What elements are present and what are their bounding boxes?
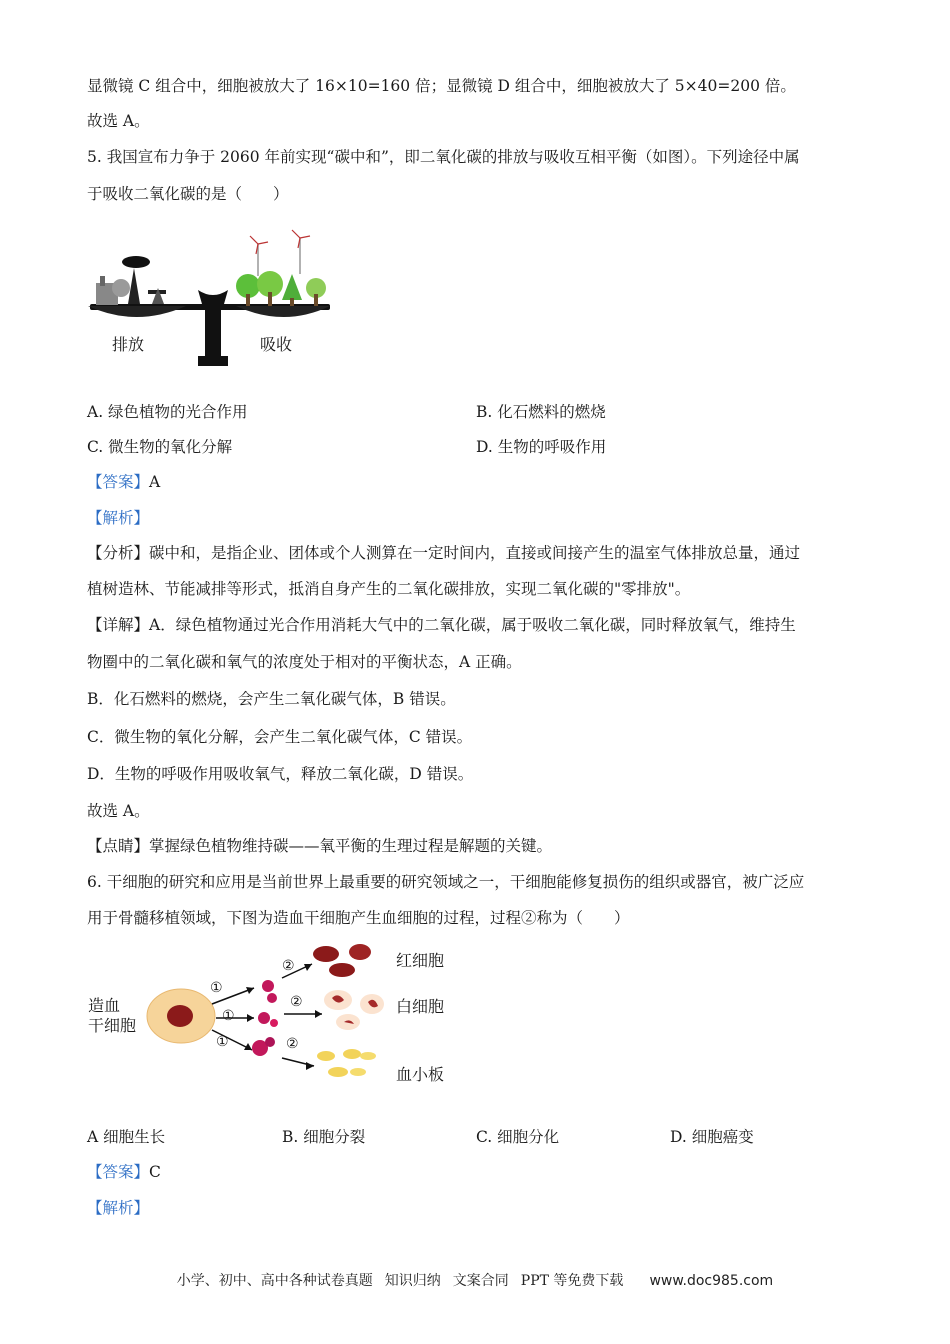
text-line: D．生物的呼吸作用吸收氧气，释放二氧化碳，D 错误。 — [87, 765, 474, 783]
answer-value: A — [149, 473, 161, 491]
stem-nucleus — [167, 1005, 193, 1027]
question-6-stem: 用于骨髓移植领域，下图为造血干细胞产生血细胞的过程，过程②称为（ ） — [87, 909, 630, 927]
step-1-label: ① — [210, 980, 223, 996]
question-5-stem: 于吸收二氧化碳的是（ ） — [87, 185, 289, 203]
white-cell-label: 白细胞 — [396, 997, 445, 1016]
step-1-label: ① — [216, 1034, 229, 1050]
platelet — [360, 1052, 376, 1060]
answer-line — [87, 472, 160, 492]
answer-tag: 【答案】 — [87, 473, 150, 491]
stem-cell-figure — [86, 938, 466, 1088]
option-c: C. 细胞分化 — [476, 1128, 560, 1146]
question-5-stem: 5. 我国宣布力争于 2060 年前实现“碳中和”，即二氧化碳的排放与吸收互相平衡（如图）。下列途径中属 — [87, 148, 800, 166]
step-2-label: ② — [290, 994, 303, 1010]
option-b: B. 细胞分裂 — [282, 1128, 366, 1146]
absorption-label: 吸收 — [260, 335, 293, 354]
stem-cell-label: 造血 干细胞 — [88, 996, 137, 1035]
precursor-cell — [262, 980, 274, 992]
option-d: D. 细胞癌变 — [670, 1128, 754, 1146]
option-b: B. 化石燃料的燃烧 — [476, 403, 606, 421]
emission-label: 排放 — [112, 335, 145, 354]
xiangjie-line: 【详解】A．绿色植物通过光合作用消耗大气中的二氧化碳，属于吸收二氧化碳，同时释放氧气，维持生 — [87, 616, 796, 634]
analysis-heading: 【解析】 — [87, 509, 150, 527]
step-2-label: ② — [282, 958, 295, 974]
scale-pillar — [205, 303, 221, 358]
footer-text: PPT 等免费下载 — [520, 1273, 624, 1289]
text-line: 物圈中的二氧化碳和氧气的浓度处于相对的平衡状态，A 正确。 — [87, 653, 522, 671]
platelet-label: 血小板 — [396, 1065, 445, 1084]
option-a: A 细胞生长 — [87, 1128, 166, 1146]
left-pan — [88, 306, 186, 317]
carbon-balance-figure — [86, 228, 336, 373]
footer-text: 文案合同 — [452, 1273, 509, 1289]
step-2-label: ② — [286, 1036, 299, 1052]
red-blood-cell — [349, 944, 371, 960]
precursor-cell — [258, 1012, 270, 1024]
tree-icon — [282, 274, 302, 300]
page-footer — [0, 1270, 950, 1290]
text-line: C．微生物的氧化分解，会产生二氧化碳气体，C 错误。 — [87, 728, 473, 746]
red-blood-cell — [329, 963, 355, 977]
platelet — [328, 1067, 348, 1077]
right-pan — [236, 306, 330, 317]
platelet — [343, 1049, 361, 1059]
oil-derrick-icon — [128, 268, 140, 304]
answer-value: C — [149, 1163, 161, 1181]
analysis-heading: 【解析】 — [87, 1199, 150, 1217]
fenxi-line: 【分析】碳中和，是指企业、团体或个人测算在一定时间内，直接或间接产生的温室气体排放总量，通过 — [87, 544, 801, 562]
option-c: C. 微生物的氧化分解 — [87, 438, 233, 456]
text-line: 植树造林、节能减排等形式，抵消自身产生的二氧化碳排放，实现二氧化碳的"零排放"。 — [87, 580, 691, 598]
footer-text: 知识归纳 — [384, 1273, 441, 1289]
option-d: D. 生物的呼吸作用 — [476, 438, 607, 456]
question-6-stem: 6. 干细胞的研究和应用是当前世界上最重要的研究领域之一，干细胞能修复损伤的组织或器官，被广泛应 — [87, 873, 805, 891]
red-cell-label: 红细胞 — [396, 951, 445, 970]
option-a: A. 绿色植物的光合作用 — [87, 403, 248, 421]
footer-text: 小学、初中、高中各种试卷真题 — [176, 1273, 373, 1289]
text-line: B．化石燃料的燃烧，会产生二氧化碳气体，B 错误。 — [87, 690, 456, 708]
dianjing-line: 【点睛】掌握绿色植物维持碳——氧平衡的生理过程是解题的关键。 — [87, 837, 553, 855]
platelet — [350, 1068, 366, 1076]
text-line: 故选 A。 — [87, 112, 150, 130]
answer-tag: 【答案】 — [87, 1163, 150, 1181]
red-blood-cell — [313, 946, 339, 962]
text-line: 故选 A。 — [87, 802, 150, 820]
platelet — [317, 1051, 335, 1061]
scale-top — [198, 290, 228, 304]
footer-link[interactable]: www.doc985.com — [649, 1273, 774, 1289]
step-1-label: ① — [222, 1008, 235, 1024]
answer-line — [87, 1162, 161, 1182]
text-line: 显微镜 C 组合中，细胞被放大了 16×10=160 倍；显微镜 D 组合中，细胞被放大了 5×40=200 倍。 — [87, 77, 796, 95]
